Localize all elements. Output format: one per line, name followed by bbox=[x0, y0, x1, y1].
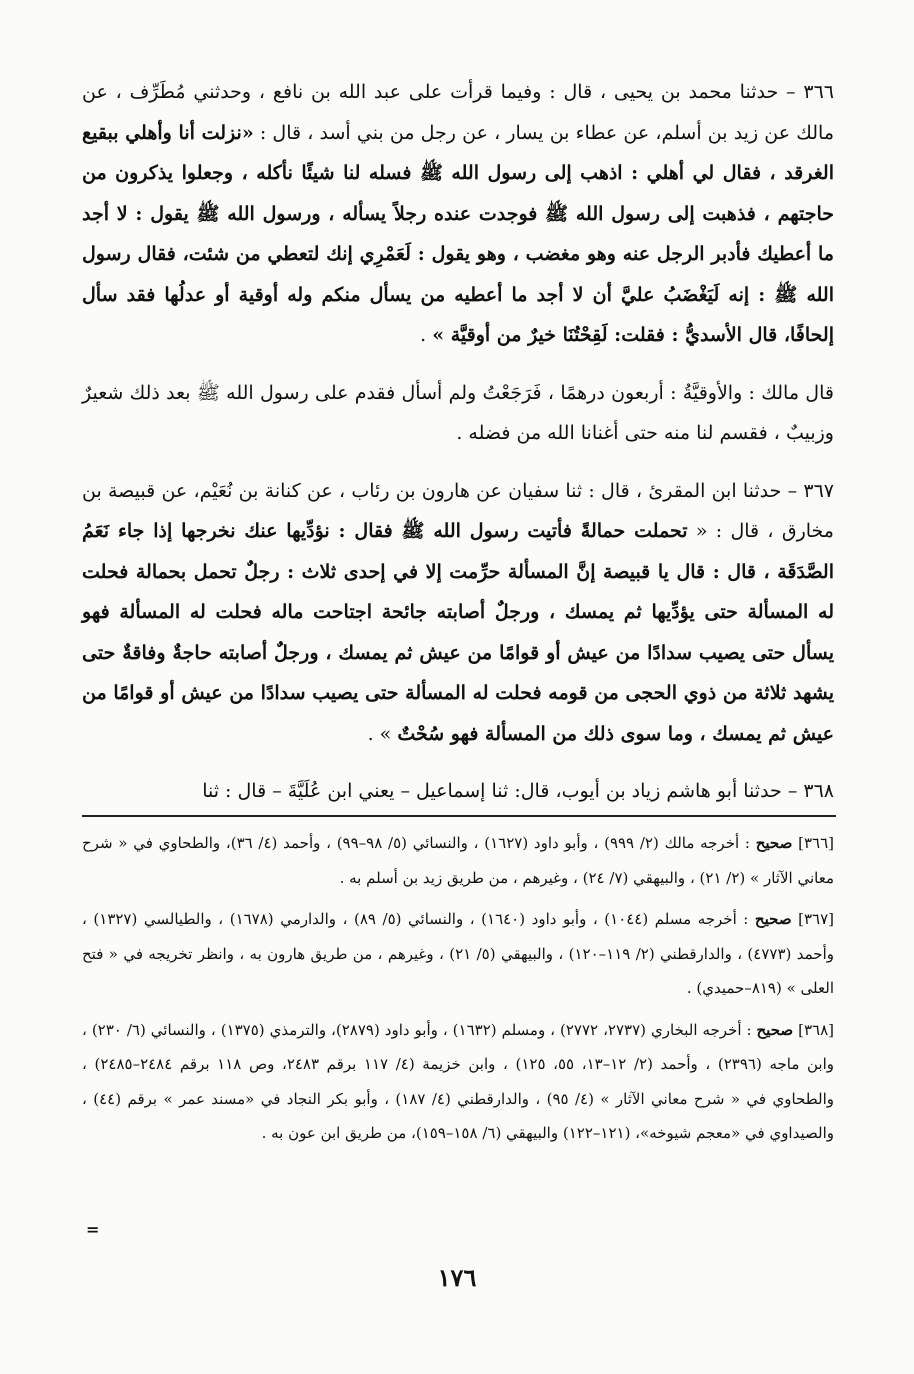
footnotes bbox=[82, 826, 834, 1158]
footnote-368-text: : أخرجه البخاري (٢٧٣٧، ٢٧٧٢) ، ومسلم (١٦٣٢) ، وأبو داود (٢٨٧٩)، والترمذي (١٣٧٥) ، والنسائي (٦/ ٢٣٠) ، وابن ماجه (٢٣٩٦) ، وأحمد (٢/ ١٢–١٣، ٥٥، ١٢٥) ، وابن خزيمة (٤/ ١١٧ برقم ٢٤٨٣، وص ١١٨ برقم ٢٤٨٤–٢٤٨٥) ، والطحاوي في « شرح معاني الآثار » (٤/ ٩٥) ، والدارقطني (٤/ ١٨٧) ، وأبو بكر النجاد في «مسند عمر » برقم (٤٤) ، والصيداوي في «معجم شيوخه»، (١٢١–١٢٢) والبيهقي (٦/ ١٥٨–١٥٩)، من طريق ابن عون به . bbox=[82, 1020, 835, 1142]
malik-comment-text: قال مالك : والأوقيَّةُ : أربعون درهمًا ، فَرَجَعْتُ ولم أسأل فقدم على رسول الله ﷺ بعد ذلك شعيرٌ وزبيبٌ ، فقسم لنا منه حتى أغنانا الله من فضله . bbox=[82, 381, 834, 444]
footnote-divider bbox=[82, 815, 836, 817]
malik-comment bbox=[82, 373, 834, 454]
hadith-368 bbox=[82, 771, 834, 812]
footnote-367-number: [٣٦٧] bbox=[791, 910, 835, 928]
footnote-368-grade: صحيح bbox=[756, 1020, 794, 1039]
hadith-366-matn: «نزلت أنا وأهلي ببقيع الغرقد ، فقال لي أهلي : اذهب إلى رسول الله ﷺ فسله لنا شيئًا نأكله ، وجعلوا يذكرون من حاجتهم ، فذهبت إلى رسول الله ﷺ فوجدت عنده رجلاً يسأله ، ورسول الله ﷺ يقول : لا أجد ما أعطيك فأدبر الرجل عنه وهو مغضب ، وهو يقول : لَعَمْرِي إنك لتعطي من شئت، فقال رسول الله ﷺ : إنه لَيَغْضَبُ عليَّ أن لا أجد ما أعطيه من يسأل منكم وله أوقية أو عدلُها فقد سأل إلحافًا، قال الأسديُّ : فقلت: لَقِحْتُنَا خيرٌ من أوقيَّة » bbox=[82, 121, 834, 346]
footnote-367 bbox=[82, 902, 834, 1006]
footnote-367-grade: صحيح bbox=[754, 910, 792, 928]
footnote-366 bbox=[82, 826, 834, 895]
hadith-366-end: . bbox=[420, 324, 433, 346]
footnote-368 bbox=[82, 1013, 834, 1151]
footnote-367-text: : أخرجه مسلم (١٠٤٤) ، وأبو داود (١٦٤٠) ، والنسائي (٥/ ٨٩) ، والدارمي (١٦٧٨) ، والطيالسي (١٣٢٧) ، وأحمد (٤٧٧٣) ، والدارقطني (٢/ ١١٩–١٢٠) ، والبيهقي (٥/ ٢١) ، وغيرهم ، من طريق هارون به ، وانظر تخريجه في « فتح العلى » (٨١٩–حميدي) . bbox=[82, 910, 834, 997]
hadith-367-intro: ٣٦٧ – حدثنا ابن المقرئ ، قال : ثنا سفيان عن هارون بن رئاب ، عن كنانة بن نُعَيْم، عن قبيصة بن مخارق ، قال : « bbox=[82, 479, 834, 542]
page-number: ١٧٦ bbox=[437, 1263, 477, 1292]
hadith-367-end: » . bbox=[367, 722, 398, 745]
main-text bbox=[82, 72, 834, 818]
hadith-366 bbox=[82, 72, 834, 356]
footnote-366-grade: صحيح bbox=[755, 834, 793, 852]
hadith-367-matn: تحملت حمالةً فأتيت رسول الله ﷺ فقال : نؤدِّيها عنك نخرجها إذا جاء نَعَمُ الصَّدَقَة ، قال : قال يا قبيصة إنَّ المسألة حرِّمت إلا في إحدى ثلاث : رجلٌ تحمل بحمالة فحلت له المسألة حتى يؤدِّيها ثم يمسك ، ورجلٌ أصابته جائحة اجتاحت ماله فحلت له المسألة فهو يسأل حتى يصيب سدادًا من عيش أو قوامًا من عيش ثم يمسك ، ورجلٌ أصابته حاجةٌ وفاقةٌ حتى يشهد ثلاثة من ذوي الحجى من قومه فحلت له المسألة حتى يصيب سدادًا من عيش أو قوامًا من عيش ثم يمسك ، وما سوى ذلك من المسألة فهو سُحْتٌ bbox=[82, 520, 834, 745]
footnote-366-text: : أخرجه مالك (٢/ ٩٩٩) ، وأبو داود (١٦٢٧) ، والنسائي (٥/ ٩٨–٩٩) ، وأحمد (٤/ ٣٦)، والطحاوي في « شرح معاني الآثار » (٢/ ٢١) ، والبيهقي (٧/ ٢٤) ، وغيرهم ، من طريق زيد بن أسلم به . bbox=[82, 834, 834, 887]
hadith-367 bbox=[82, 471, 834, 755]
footnote-368-number: [٣٦٨] bbox=[793, 1020, 834, 1039]
hadith-366-intro: ٣٦٦ – حدثنا محمد بن يحيى ، قال : وفيما قرأت على عبد الله بن نافع ، وحدثني مُطَرِّف ، عن مالك عن زيد بن أسلم، عن عطاء بن يسار ، عن رجل من بني أسد ، قال : bbox=[82, 81, 834, 144]
continuation-mark: = bbox=[86, 1220, 100, 1239]
footnote-366-number: [٣٦٦] bbox=[792, 834, 834, 852]
hadith-368-intro: ٣٦٨ – حدثنا أبو هاشم زياد بن أيوب، قال: ثنا إسماعيل – يعني ابن عُلَيَّةَ – قال : ثنا bbox=[202, 780, 834, 802]
